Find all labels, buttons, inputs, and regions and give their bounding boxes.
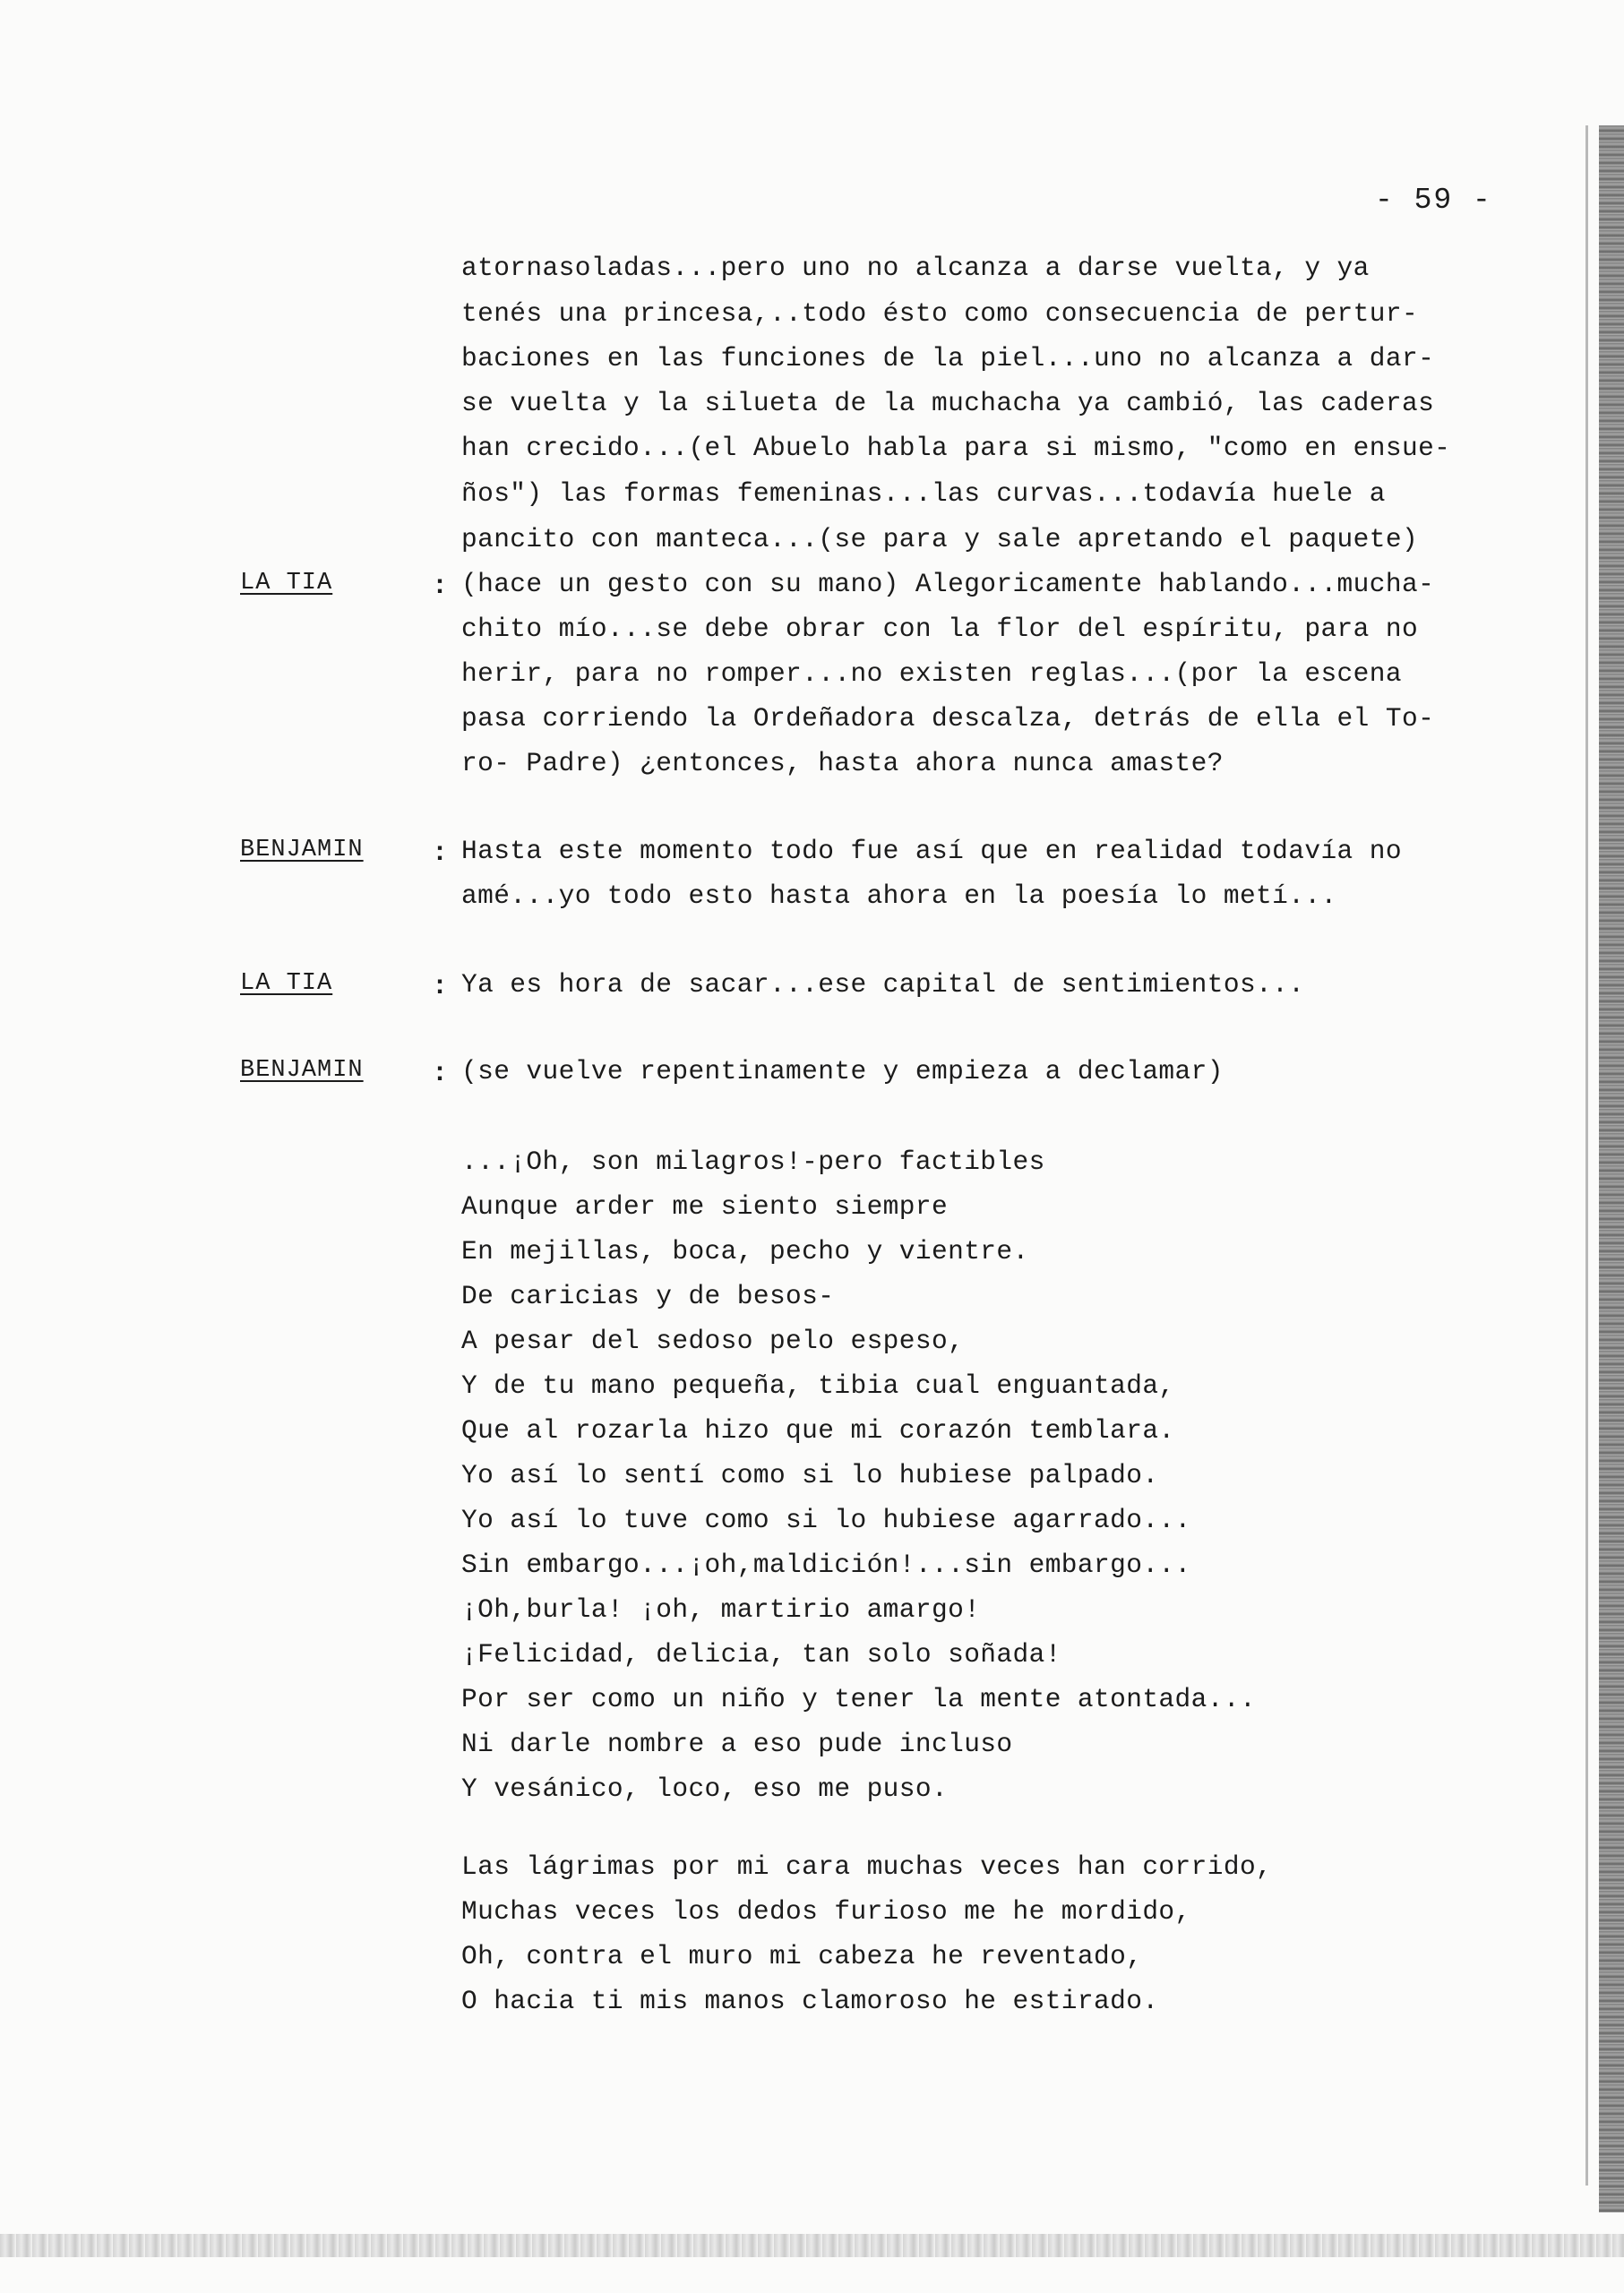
page-number: - 59 -	[1375, 184, 1492, 217]
poem-line: Muchas veces los dedos furioso me he mordido,	[461, 1896, 1191, 1927]
intro-line: tenés una princesa,..todo ésto como consecuencia de pertur-	[461, 298, 1419, 329]
poem-line: En mejillas, boca, pecho y vientre.	[461, 1236, 1029, 1267]
intro-line: baciones en las funciones de la piel...uno no alcanza a dar-	[461, 343, 1435, 374]
intro-line: se vuelta y la silueta de la muchacha ya cambió, las caderas	[461, 388, 1435, 418]
scan-edge-shadow-bottom	[0, 2234, 1624, 2257]
speaker-colon: :	[432, 972, 449, 1002]
poem-line: Yo así lo sentí como si lo hubiese palpado.	[461, 1460, 1159, 1490]
intro-line: pancito con manteca...(se para y sale apretando el paquete)	[461, 524, 1419, 554]
dialogue-line: pasa corriendo la Ordeñadora descalza, detrás de ella el To-	[461, 703, 1435, 734]
speaker-name: LA TIA	[240, 970, 333, 997]
poem-line: Oh, contra el muro mi cabeza he reventado,	[461, 1941, 1143, 1971]
intro-line: han crecido...(el Abuelo habla para si mismo, "como en ensue-	[461, 433, 1451, 463]
poem-line: Yo así lo tuve como si lo hubiese agarrado...	[461, 1505, 1191, 1535]
poem-line: ...¡Oh, son milagros!-pero factibles	[461, 1146, 1045, 1177]
dialogue-line: (hace un gesto con su mano) Alegoricamente hablando...mucha-	[461, 569, 1435, 599]
speaker-name: LA TIA	[240, 570, 333, 597]
dialogue-line: chito mío...se debe obrar con la flor del espíritu, para no	[461, 614, 1419, 644]
poem-line: Y vesánico, loco, eso me puso.	[461, 1773, 949, 1804]
speaker-colon: :	[432, 571, 449, 602]
scan-edge-line-right	[1585, 125, 1588, 2186]
speaker-name: BENJAMIN	[240, 837, 364, 863]
intro-line: atornasoladas...pero uno no alcanza a darse vuelta, y ya	[461, 253, 1370, 283]
poem-line: Las lágrimas por mi cara muchas veces han corrido,	[461, 1851, 1273, 1882]
dialogue-line: (se vuelve repentinamente y empieza a declamar)	[461, 1056, 1224, 1086]
dialogue-line: herir, para no romper...no existen reglas...(por la escena	[461, 658, 1402, 689]
poem-line: A pesar del sedoso pelo espeso,	[461, 1326, 965, 1356]
poem-line: Sin embargo...¡oh,maldición!...sin embargo...	[461, 1550, 1191, 1580]
dialogue-line: amé...yo todo esto hasta ahora en la poesía lo metí...	[461, 880, 1337, 911]
poem-line: O hacia ti mis manos clamoroso he estirado.	[461, 1986, 1159, 2016]
intro-line: ños") las formas femeninas...las curvas...todavía huele a	[461, 478, 1386, 509]
speaker-name: BENJAMIN	[240, 1057, 364, 1084]
scan-edge-shadow-right	[1599, 125, 1624, 2212]
poem-line: ¡Oh,burla! ¡oh, martirio amargo!	[461, 1594, 981, 1625]
speaker-colon: :	[432, 838, 449, 869]
poem-line: Que al rozarla hizo que mi corazón temblara.	[461, 1415, 1175, 1446]
poem-line: Y de tu mano pequeña, tibia cual enguantada,	[461, 1370, 1175, 1401]
poem-line: Aunque arder me siento siempre	[461, 1191, 949, 1222]
poem-line: ¡Felicidad, delicia, tan solo soñada!	[461, 1639, 1061, 1670]
dialogue-line: Hasta este momento todo fue así que en realidad todavía no	[461, 836, 1402, 866]
dialogue-line: Ya es hora de sacar...ese capital de sentimientos...	[461, 969, 1305, 1000]
speaker-colon: :	[432, 1059, 449, 1089]
poem-line: De caricias y de besos-	[461, 1281, 835, 1311]
dialogue-line: ro- Padre) ¿entonces, hasta ahora nunca amaste?	[461, 748, 1224, 778]
poem-line: Por ser como un niño y tener la mente atontada...	[461, 1684, 1257, 1714]
poem-line: Ni darle nombre a eso pude incluso	[461, 1729, 1013, 1759]
